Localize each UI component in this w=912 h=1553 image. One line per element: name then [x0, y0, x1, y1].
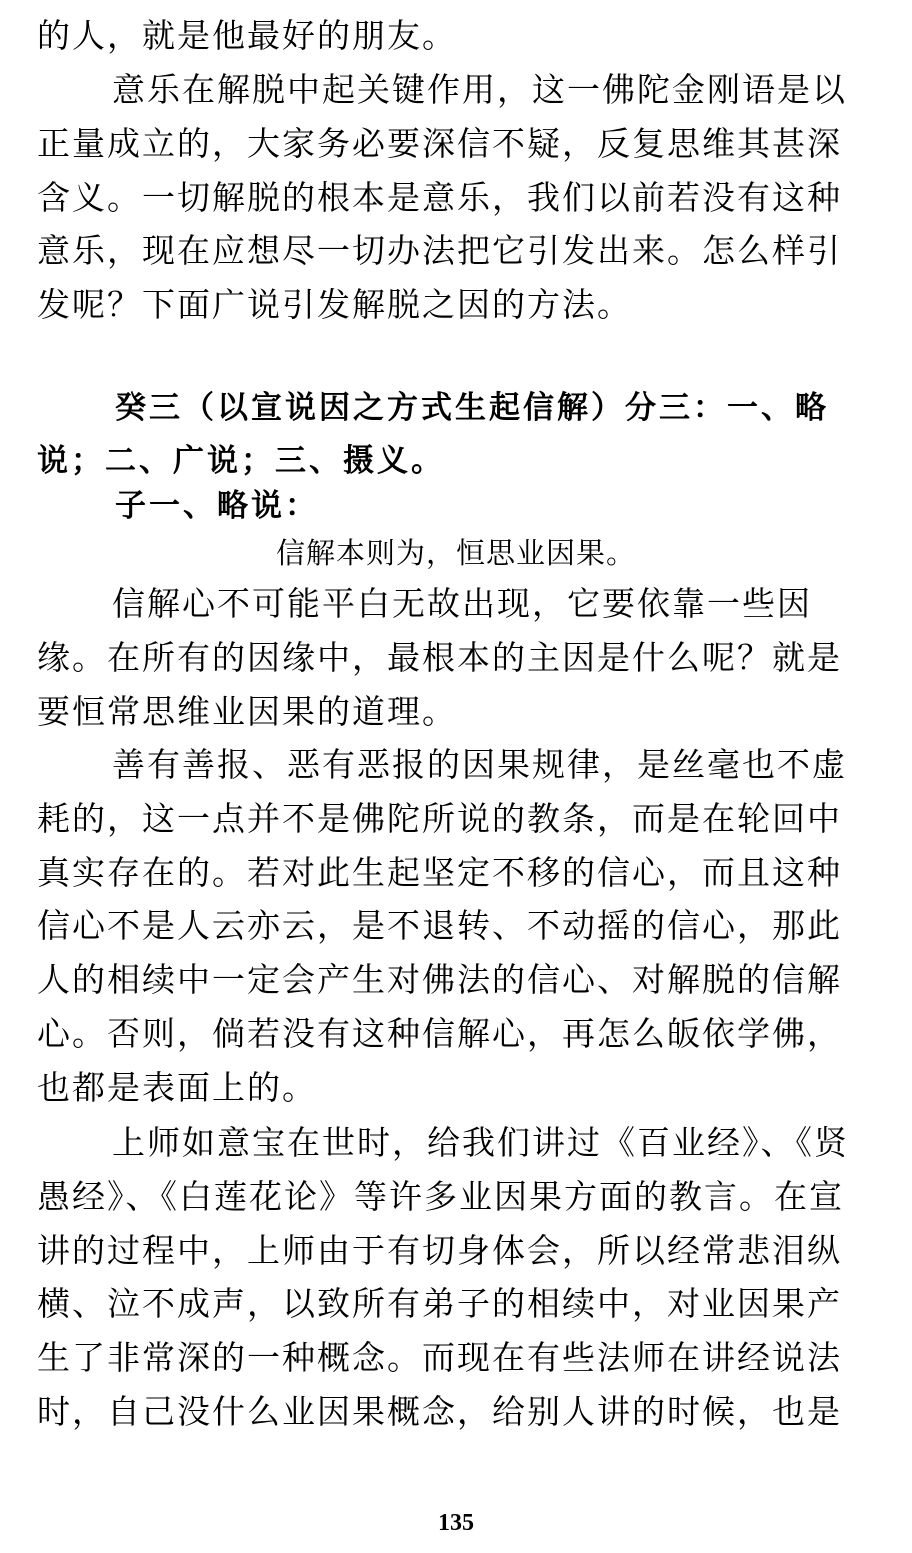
paragraph-yile: 意乐在解脱中起关键作用，这一佛陀金刚语是以 正量成立的，大家务必要深信不疑，反复思维其甚深 含义。一切解脱的根本是意乐，我们以前若没有这种 意乐，现在应想尽一切办法把它引发出来。怎么样引 发呢？下面广说引发解脱之因的方法。: [37, 70, 847, 325]
paragraph-yinguo: 善有善报、恶有恶报的因果规律，是丝毫也不虚 耗的，这一点并不是佛陀所说的教条，而是在轮回中 真实存在的。若对此生起坚定不移的信心，而且这种 信心不是人云亦云，是不退转、不动摇的信心，那此 人的相续中一定会产生对佛法的信心、对解脱的信解 心。否则，倘若没有这种信解心，再怎么皈依学佛， 也都是表面上的。: [37, 745, 847, 1107]
paragraph-shangshi: 上师如意宝在世时，给我们讲过《百业经》、《贤 愚经》、《白莲花论》等许多业因果方面的教言。在宣 讲的过程中，上师由于有切身体会，所以经常悲泪纵 横、泣不成声，以致所有弟子的相续中，对业因果产 生了非常深的一种概念。而现在有些法师在讲经说法 时，自己没什么业因果概念，给别人讲的时候，也是: [37, 1123, 849, 1431]
page-number: 135: [438, 1510, 474, 1536]
subsection-heading-zi-yi: 子一、略说：: [115, 488, 319, 524]
section-heading-gui-san: 癸三（以宣说因之方式生起信解）分三：一、略 说；二、广说；三、摄义。: [37, 390, 829, 479]
root-verse: 信解本则为，恒思业因果。: [275, 536, 636, 570]
paragraph-xinjie: 信解心不可能平白无故出现，它要依靠一些因 缘。在所有的因缘中，最根本的主因是什么呢？就是 要恒常思维业因果的道理。: [37, 584, 842, 731]
paragraph-continuation: 的人，就是他最好的朋友。: [37, 16, 457, 55]
